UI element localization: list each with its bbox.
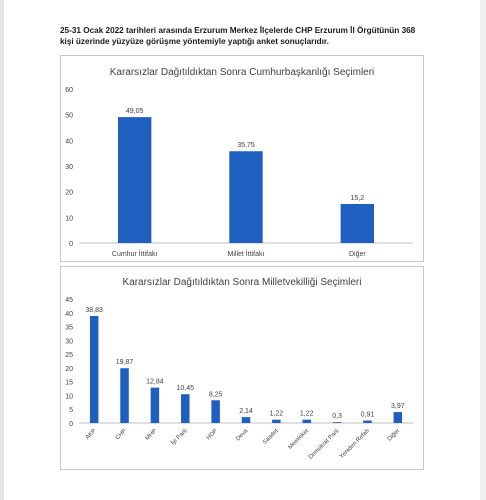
data-label: 0,91 (360, 411, 375, 419)
x-tick-label: Demokrat Parti (307, 428, 341, 461)
x-tick-label: Saadet (262, 428, 280, 446)
x-tick-label: Diğer (348, 251, 366, 258)
bar (394, 412, 403, 423)
bar (118, 117, 151, 243)
x-tick-label: Memleket (287, 428, 311, 451)
x-tick-label: MHP (144, 428, 159, 442)
y-tick-label: 20 (65, 365, 73, 373)
data-label: 19,87 (115, 359, 134, 367)
bar (229, 151, 262, 243)
y-tick-label: 15 (65, 379, 73, 387)
y-tick-label: 30 (65, 164, 73, 171)
bar (211, 400, 220, 423)
x-tick-label: Diğer (386, 428, 402, 443)
y-tick-label: 0 (69, 421, 73, 428)
presidential-chart-svg (61, 56, 423, 261)
x-tick-label: Yeniden Refah (338, 428, 371, 461)
bar (120, 368, 129, 423)
data-label: 35,75 (237, 142, 255, 150)
y-tick-label: 0 (69, 241, 73, 248)
x-tick-label: Cumhur İttifakı (111, 251, 158, 258)
bar (363, 420, 372, 423)
data-label: 0,3 (332, 413, 342, 421)
y-tick-label: 60 (65, 87, 73, 94)
bar (302, 420, 311, 423)
x-tick-label: CHP (114, 428, 128, 442)
y-tick-label: 10 (65, 393, 73, 401)
y-tick-label: 40 (65, 310, 73, 318)
x-tick-label: İyi Parti (170, 428, 189, 447)
bar (341, 204, 374, 243)
parliamentary-chart-svg (61, 267, 423, 469)
y-tick-label: 5 (69, 407, 73, 415)
y-tick-label: 20 (65, 189, 73, 197)
bar (151, 388, 160, 423)
y-tick-label: 50 (65, 112, 73, 120)
y-tick-label: 10 (65, 215, 73, 223)
page-left-edge (0, 0, 4, 500)
y-tick-label: 35 (65, 324, 73, 332)
x-tick-label: AKP (84, 428, 98, 441)
page-right-edge (480, 0, 486, 500)
bar (272, 420, 281, 423)
chart-title: Kararsızlar Dağıtıldıktan Sonra Cumhurbaşkanlığı Seçimleri (109, 67, 375, 78)
data-label: 15,2 (350, 194, 365, 202)
x-tick-label: Millet İttifakı (227, 251, 265, 258)
data-label: 49,05 (125, 108, 144, 116)
data-label: 12,84 (146, 378, 164, 386)
y-tick-label: 30 (65, 338, 73, 346)
chart-title: Kararsızlar Dağıtıldıktan Sonra Milletvekilliği Seçimleri (122, 277, 362, 288)
y-tick-label: 45 (65, 297, 73, 304)
data-label: 1,22 (269, 410, 284, 418)
x-tick-label: Deva (235, 428, 250, 443)
data-label: 8,25 (208, 391, 223, 399)
intro-text: 25-31 Ocak 2022 tarihleri arasında Erzurum Merkez İlçelerde CHP Erzurum İl Örgütünün 368 kişi üzerinde yüzyüze görüşme yöntemiyle yaptığı anket sonuçlarıdır. (60, 26, 416, 46)
bar (333, 422, 342, 423)
bar (181, 394, 190, 423)
data-label: 2,14 (239, 408, 253, 416)
y-tick-label: 40 (65, 138, 73, 146)
x-tick-label: HDP (205, 428, 220, 442)
data-label: 10,45 (176, 385, 195, 393)
bar (242, 417, 251, 423)
data-label: 3,97 (391, 403, 405, 411)
y-tick-label: 25 (65, 352, 73, 360)
bar (90, 316, 99, 423)
data-label: 38,83 (85, 307, 103, 315)
data-label: 1,22 (299, 410, 314, 418)
presidential-chart (60, 55, 424, 262)
parliamentary-chart (60, 266, 424, 470)
